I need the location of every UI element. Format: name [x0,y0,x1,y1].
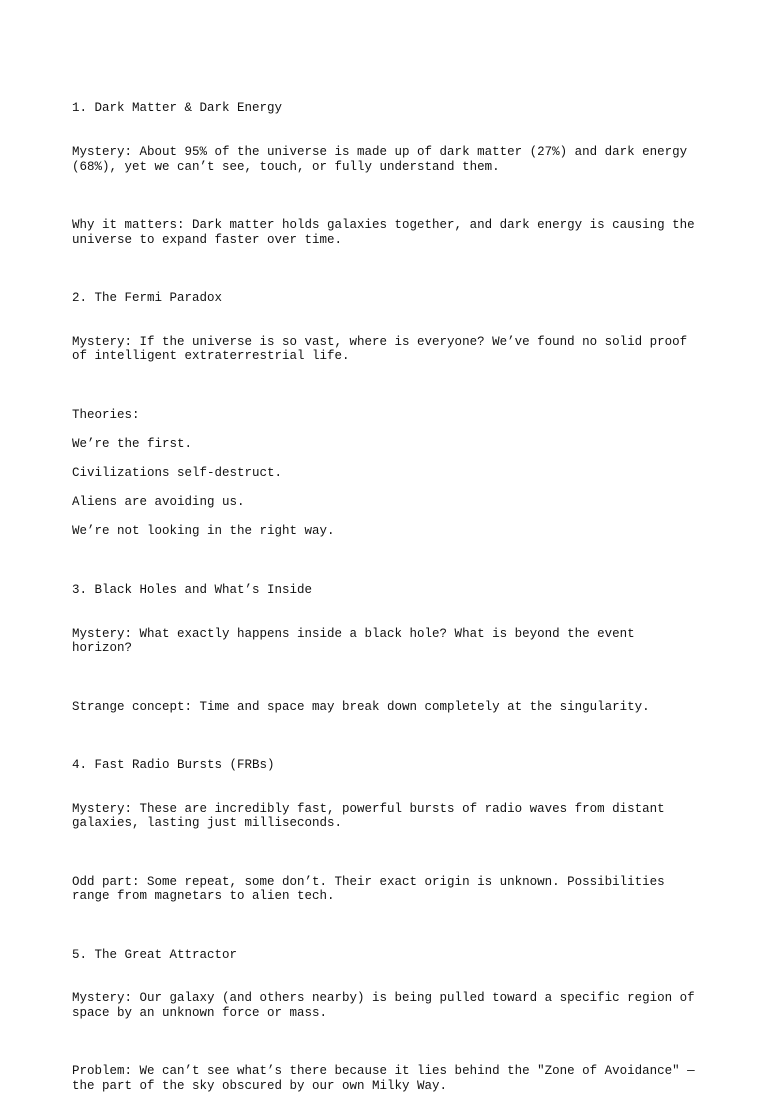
theory-item: Civilizations self-destruct. [72,466,283,481]
section-note: Strange concept: Time and space may break down completely at the singularity. [72,699,650,714]
section-note: Why it matters: Dark matter holds galaxies together, and dark energy is causing the universe to expand faster over time. [72,217,703,247]
section-heading: 4. Fast Radio Bursts (FRBs) [72,757,275,772]
section-body: Mystery: These are incredibly fast, powerful bursts of radio waves from distant galaxies, lasting just milliseconds. [72,801,673,831]
section-body: Mystery: If the universe is so vast, where is everyone? We’ve found no solid proof of intelligent extraterrestrial life. [72,334,695,364]
section-2 [72,262,702,393]
section-note: Odd part: Some repeat, some don’t. Their exact origin is unknown. Possibilities range from magnetars to alien tech. [72,874,673,904]
theory-item: Aliens are avoiding us. [72,495,245,510]
section-heading: 1. Dark Matter & Dark Energy [72,101,283,116]
section-body: Mystery: What exactly happens inside a black hole? What is beyond the event horizon? [72,626,643,656]
section-4 [72,729,702,860]
theory-item: We’re the first. [72,436,193,451]
section-heading: 3. Black Holes and What’s Inside [72,582,313,597]
document-page [72,72,702,1108]
section-note: Problem: We can’t see what’s there because it lies behind the "Zone of Avoidance" — the part of the sky obscured by our own Milky Way. [72,1064,703,1093]
section-heading: 5. The Great Attractor [72,947,238,962]
theory-item: We’re not looking in the right way. [72,524,335,539]
section-body: Mystery: About 95% of the universe is made up of dark matter (27%) and dark energy (68%), yet we can’t see, touch, or fully understand them. [72,144,695,174]
section-heading: 2. The Fermi Paradox [72,290,223,305]
section-5 [72,918,702,1049]
section-1 [72,72,702,203]
theories-label: Theories: [72,407,140,422]
section-body: Mystery: Our galaxy (and others nearby) is being pulled toward a specific region of space by an unknown force or mass. [72,991,703,1020]
section-3 [72,554,702,685]
